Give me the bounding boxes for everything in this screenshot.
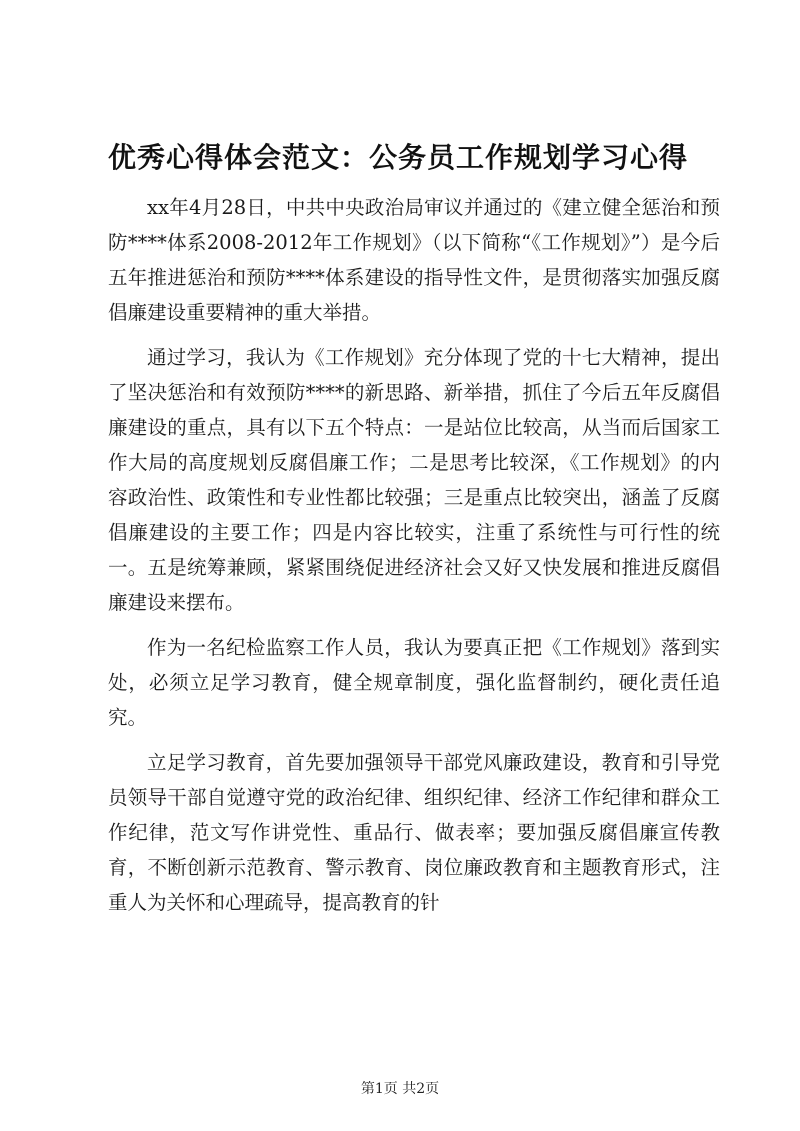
paragraph-2: 通过学习，我认为《工作规划》充分体现了党的十七大精神，提出了坚决惩治和有效预防****的新思路、新举措，抓住了今后五年反腐倡廉建设的重点，具有以下五个特点：一是站位比较高，从当而后国家工作大局的高度规划反腐倡廉工作；二是思考比较深，《工作规划》的内容政治性、政策性和专业性都比较强；三是重点比较突出，涵盖了反腐倡廉建设的主要工作；四是内容比较实，注重了系统性与可行性的统一。五是统筹兼顾，紧紧围绕促进经济社会又好又快发展和推进反腐倡廉建设来摆布。 (108, 346, 720, 614)
paragraph-1: xx年4月28日，中共中央政治局审议并通过的《建立健全惩治和预防****体系2008-2012年工作规划》（以下简称“《工作规划》”）是今后五年推进惩治和预防****体系建设的指导性文件，是贯彻落实加强反腐倡廉建设重要精神的重大举措。 (108, 196, 720, 324)
page-title: 优秀心得体会范文：公务员工作规划学习心得 (108, 141, 689, 174)
paragraph-3: 作为一名纪检监察工作人员，我认为要真正把《工作规划》落到实处，必须立足学习教育，健全规章制度，强化监督制约，硬化责任追究。 (108, 636, 720, 729)
document-body (108, 190, 720, 930)
page-number-footer: 第1页 共2页 (360, 1081, 440, 1097)
paragraph-4: 立足学习教育，首先要加强领导干部党风廉政建设，教育和引导党员领导干部自觉遵守党的政治纪律、组织纪律、经济工作纪律和群众工作纪律，范文写作讲党性、重品行、做表率；要加强反腐倡廉宣传教育，不断创新示范教育、警示教育、岗位廉政教育和主题教育形式，注重人为关怀和心理疏导，提高教育的针 (108, 751, 720, 914)
